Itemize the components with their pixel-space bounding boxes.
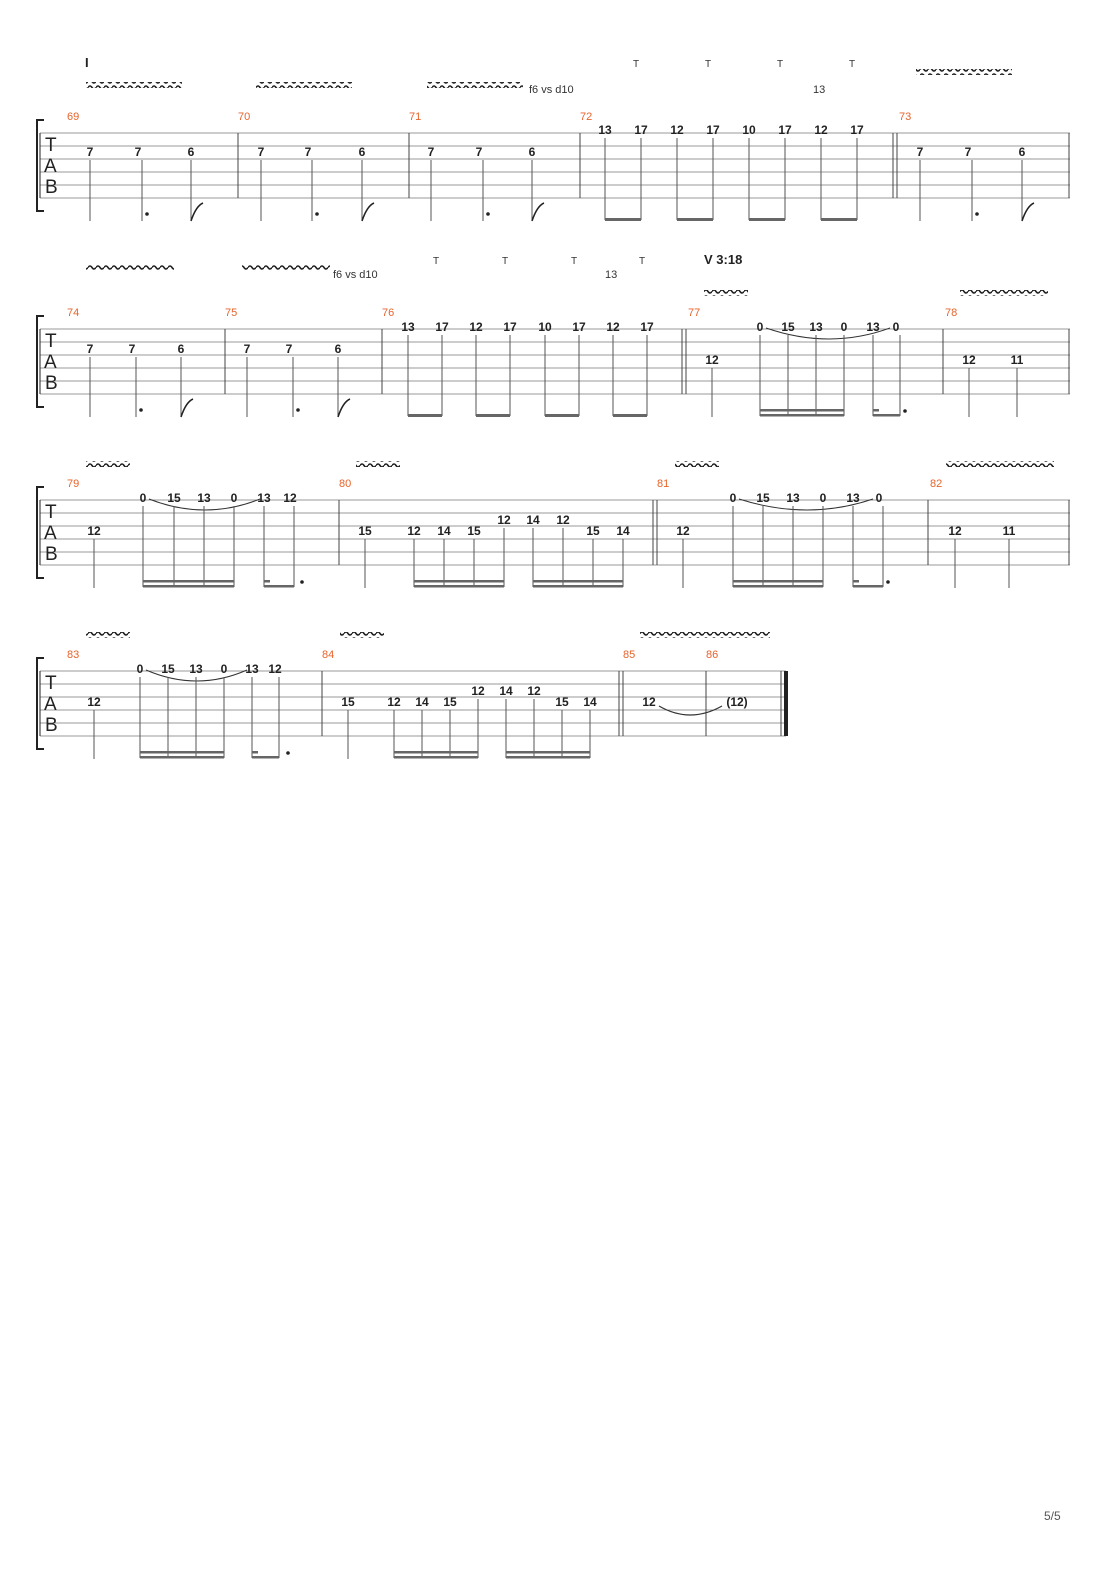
fret-number: 0: [230, 491, 238, 505]
fret-number: 17: [503, 320, 517, 334]
section-label: V 3:18: [704, 252, 743, 267]
fret-number: 7: [243, 342, 251, 356]
eighth-flag: [191, 203, 203, 221]
fret-number: 17: [640, 320, 654, 334]
fret-number: 12: [948, 524, 962, 538]
fret-number: 12: [676, 524, 690, 538]
fret-number: 0: [875, 491, 883, 505]
vibrato-mark: [946, 461, 1054, 467]
eighth-flag: [362, 203, 374, 221]
tap-mark: T: [502, 256, 509, 267]
fret-number: 12: [497, 513, 511, 527]
fret-number: 6: [334, 342, 342, 356]
fret-number: 10: [538, 320, 552, 334]
fret-number: 12: [407, 524, 421, 538]
vibrato-mark: [86, 265, 174, 271]
tab-clef-t: T: [45, 331, 57, 352]
fret-number: 15: [443, 695, 457, 709]
tab-clef-b: B: [45, 715, 58, 736]
fret-number: 12: [87, 524, 101, 538]
section-label: I: [85, 55, 89, 70]
fret-number: 15: [586, 524, 600, 538]
tap-mark: T: [571, 256, 578, 267]
fret-number: 14: [526, 513, 540, 527]
fret-number: 14: [499, 684, 513, 698]
fret-number: 7: [475, 145, 483, 159]
fret-number: 13: [846, 491, 860, 505]
fret-number: 17: [435, 320, 449, 334]
vibrato-mark: [427, 82, 523, 88]
tab-clef-a: A: [44, 156, 57, 177]
fret-number: 0: [840, 320, 848, 334]
fret-number: 17: [706, 123, 720, 137]
fret-number: 7: [916, 145, 924, 159]
tap-fret-label: 13: [813, 84, 826, 96]
fret-number: 12: [268, 662, 282, 676]
measure-number: 72: [580, 111, 593, 123]
fret-number: 7: [134, 145, 142, 159]
fret-number: 13: [197, 491, 211, 505]
fret-number: 6: [177, 342, 185, 356]
vibrato-mark: [86, 632, 130, 638]
fret-number: 15: [756, 491, 770, 505]
fret-number: 14: [415, 695, 429, 709]
measure-number: 71: [409, 111, 422, 123]
measure-number: 77: [688, 307, 701, 319]
fret-number: 6: [528, 145, 536, 159]
fret-number: 11: [1002, 524, 1016, 538]
measure-number: 80: [339, 478, 352, 490]
final-barline: [784, 671, 788, 736]
fret-number: 6: [1018, 145, 1026, 159]
tap-mark: T: [633, 59, 640, 70]
fret-number: 6: [187, 145, 195, 159]
tab-clef-a: A: [44, 523, 57, 544]
fret-number: 6: [358, 145, 366, 159]
fret-number: (12): [726, 695, 748, 709]
fret-number: 12: [283, 491, 297, 505]
system-4: [37, 632, 788, 759]
vibrato-mark: [916, 69, 1012, 75]
fret-number: 12: [705, 353, 719, 367]
tab-clef-t: T: [45, 135, 57, 156]
vibrato-mark: [640, 632, 770, 638]
measure-number: 84: [322, 649, 335, 661]
eighth-flag: [532, 203, 544, 221]
measure-84: [341, 684, 597, 759]
system-2: [37, 252, 1070, 417]
tap-mark: T: [705, 59, 712, 70]
eighth-flag: [1022, 203, 1034, 221]
measure-80: [358, 513, 630, 588]
fret-number: 17: [572, 320, 586, 334]
measure-number: 69: [67, 111, 80, 123]
fret-number: 13: [257, 491, 271, 505]
tap-fret-label: 13: [605, 269, 618, 281]
measure-number: 83: [67, 649, 80, 661]
measure-69: [87, 145, 203, 221]
vibrato-mark: [340, 632, 384, 638]
fret-number: 12: [962, 353, 976, 367]
fret-number: 14: [583, 695, 597, 709]
fret-number: 0: [139, 491, 147, 505]
fret-number: 17: [850, 123, 864, 137]
eighth-flag: [181, 399, 193, 417]
fret-number: 12: [814, 123, 828, 137]
vibrato-mark: [960, 290, 1048, 296]
fret-number: 15: [167, 491, 181, 505]
tab-clef-a: A: [44, 352, 57, 373]
staff-lines: [40, 671, 786, 736]
measure-number: 85: [623, 649, 636, 661]
fret-number: 7: [257, 145, 265, 159]
measure-number: 78: [945, 307, 958, 319]
system-1: [37, 55, 1070, 221]
fret-number: 7: [86, 145, 94, 159]
fret-number: 12: [471, 684, 485, 698]
measure-74: [87, 342, 193, 417]
measure-number: 70: [238, 111, 251, 123]
measure-number: 81: [657, 478, 670, 490]
measure-70: [258, 145, 374, 221]
fret-number: 7: [304, 145, 312, 159]
tab-clef-t: T: [45, 502, 57, 523]
fret-number: 0: [136, 662, 144, 676]
eighth-flag: [338, 399, 350, 417]
fret-number: 13: [189, 662, 203, 676]
tab-clef-a: A: [44, 694, 57, 715]
vibrato-mark: [242, 265, 330, 271]
fret-number: 12: [527, 684, 541, 698]
fret-number: 12: [387, 695, 401, 709]
vibrato-mark: [675, 461, 719, 467]
measure-number: 76: [382, 307, 395, 319]
fret-number: 17: [634, 123, 648, 137]
vibrato-mark: [86, 461, 130, 467]
fret-number: 7: [285, 342, 293, 356]
fret-number: 15: [781, 320, 795, 334]
fret-number: 7: [86, 342, 94, 356]
fret-number: 13: [401, 320, 415, 334]
fret-number: 7: [128, 342, 136, 356]
tap-mark: T: [849, 59, 856, 70]
tab-clef-b: B: [45, 177, 58, 198]
fret-number: 15: [161, 662, 175, 676]
fret-number: 0: [729, 491, 737, 505]
measure-71: [428, 145, 544, 221]
measure-number: 74: [67, 307, 80, 319]
fret-number: 14: [616, 524, 630, 538]
measure-number: 75: [225, 307, 238, 319]
fret-number: 10: [742, 123, 756, 137]
fret-number: 13: [598, 123, 612, 137]
fret-number: 0: [756, 320, 764, 334]
tab-clef-b: B: [45, 373, 58, 394]
fret-number: 15: [467, 524, 481, 538]
technique-text: f6 vs d10: [333, 269, 378, 281]
vibrato-mark: [86, 82, 182, 88]
fret-number: 12: [606, 320, 620, 334]
fret-number: 15: [358, 524, 372, 538]
fret-number: 0: [819, 491, 827, 505]
vibrato-mark: [704, 290, 748, 296]
fret-number: 12: [87, 695, 101, 709]
page-number: 5/5: [1044, 1509, 1061, 1523]
vibrato-mark: [356, 461, 400, 467]
measure-number: 73: [899, 111, 912, 123]
fret-number: 11: [1010, 353, 1024, 367]
tap-mark: T: [639, 256, 646, 267]
fret-number: 12: [670, 123, 684, 137]
fret-number: 13: [786, 491, 800, 505]
fret-number: 13: [809, 320, 823, 334]
fret-number: 12: [556, 513, 570, 527]
fret-number: 12: [642, 695, 656, 709]
staff-lines: [40, 329, 1070, 394]
fret-number: 15: [555, 695, 569, 709]
fret-number: 15: [341, 695, 355, 709]
measure-78: [962, 353, 1023, 417]
tab-clef-b: B: [45, 544, 58, 565]
measure-number: 82: [930, 478, 943, 490]
tab-clef-t: T: [45, 673, 57, 694]
system-3: [37, 461, 1070, 588]
barlines: [238, 133, 1069, 198]
measure-73: [917, 145, 1034, 221]
staff-lines: [40, 133, 1070, 198]
fret-number: 14: [437, 524, 451, 538]
tap-mark: T: [777, 59, 784, 70]
measure-82: [948, 524, 1015, 588]
measure-75: [244, 342, 350, 417]
fret-number: 13: [245, 662, 259, 676]
fret-number: 7: [964, 145, 972, 159]
measure-number: 86: [706, 649, 719, 661]
vibrato-mark: [256, 82, 352, 88]
technique-text: f6 vs d10: [529, 84, 574, 96]
fret-number: 7: [427, 145, 435, 159]
fret-number: 0: [892, 320, 900, 334]
measure-85-86: [642, 695, 747, 715]
measure-number: 79: [67, 478, 80, 490]
fret-number: 17: [778, 123, 792, 137]
fret-number: 13: [866, 320, 880, 334]
tap-mark: T: [433, 256, 440, 267]
fret-number: 12: [469, 320, 483, 334]
fret-number: 0: [220, 662, 228, 676]
